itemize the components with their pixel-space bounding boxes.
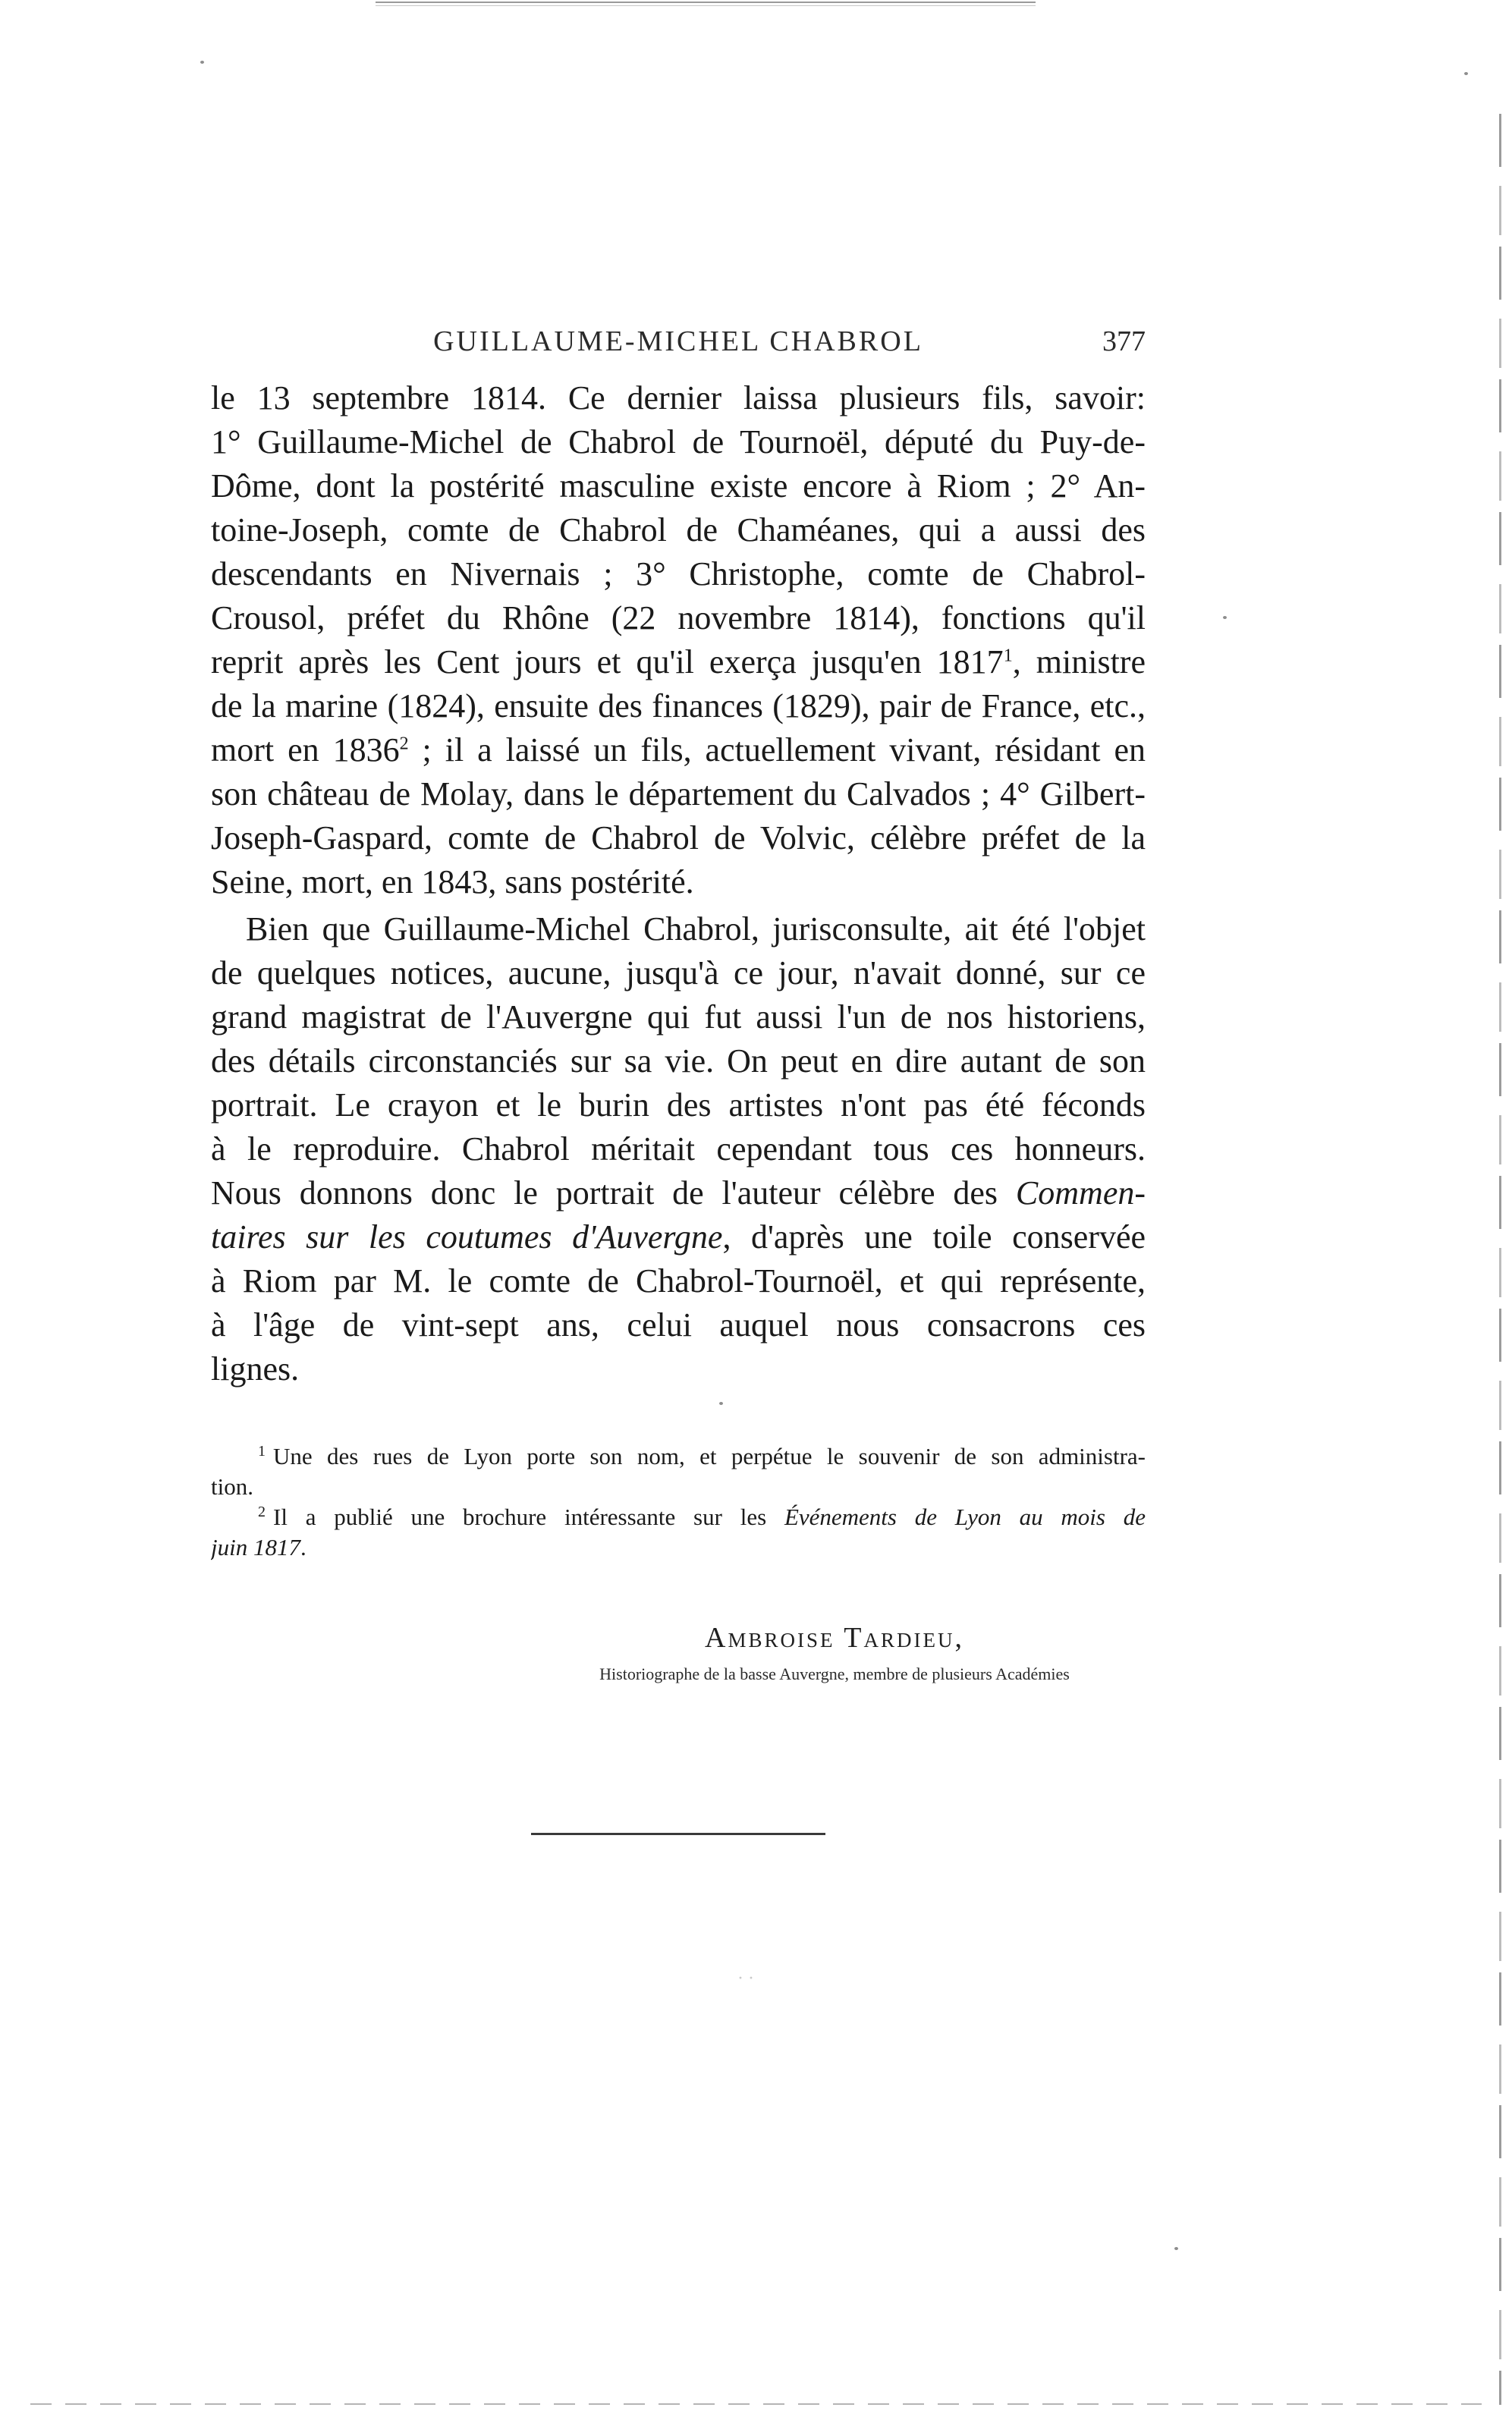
scan-speck (1174, 2247, 1178, 2250)
text-line: Joseph-Gaspard, comte de Chabrol de Volvic, célèbre préfet de la (211, 819, 1146, 856)
text-segment: , d'après une toile conservée (722, 1218, 1146, 1256)
footnote-italic: Événements de Lyon au mois de (784, 1504, 1146, 1530)
text-line: des détails circonstanciés sur sa vie. On peut en dire autant de son (211, 1042, 1146, 1080)
text-line: portrait. Le crayon et le burin des artistes n'ont pas été féconds (211, 1086, 1146, 1124)
paragraph-2 (211, 907, 1146, 1391)
footnote-1-cont: tion. (211, 1473, 253, 1500)
text-line: grand magistrat de l'Auvergne qui fut aussi l'un de nos historiens, (211, 998, 1146, 1036)
author-name: Ambroise Tardieu, (705, 1622, 964, 1654)
text-line: Bien que Guillaume-Michel Chabrol, jurisconsulte, ait été l'objet (246, 910, 1146, 948)
running-head (211, 325, 1146, 364)
footnote-text: Une des rues de Lyon porte son nom, et perpétue le souvenir de son administra- (273, 1443, 1146, 1469)
text-line: de quelques notices, aucune, jusqu'à ce jour, n'avait donné, sur ce (211, 954, 1146, 992)
footnote-ref-1[interactable]: 1 (1003, 646, 1013, 666)
scan-top-rule (376, 2, 1036, 6)
scan-bottom-dashes (30, 2403, 1482, 2405)
text-line: à le reproduire. Chabrol méritait cependant tous ces honneurs. (211, 1130, 1146, 1168)
footnote-text: . (300, 1534, 306, 1560)
running-title: GUILLAUME-MICHEL CHABROL (433, 325, 923, 357)
text-line: Seine, mort, en 1843, sans postérité. (211, 863, 694, 900)
end-rule (531, 1833, 825, 1835)
book-title-italic: taires sur les coutumes d'Auvergne (211, 1218, 723, 1256)
text-line: le 13 septembre 1814. Ce dernier laissa plusieurs fils, savoir: (211, 379, 1146, 416)
text-line: Crousol, préfet du Rhône (22 novembre 1814), fonctions qu'il (211, 599, 1146, 636)
text-line: toine-Joseph, comte de Chabrol de Chaméanes, qui a aussi des (211, 511, 1146, 548)
page-number: 377 (1102, 325, 1146, 357)
text-line: 1° Guillaume-Michel de Chabrol de Tournoël, député du Puy-de- (211, 423, 1146, 460)
signature-block (523, 1619, 1146, 1687)
text-line: son château de Molay, dans le département du Calvados ; 4° Gilbert- (211, 775, 1146, 812)
text-segment: Nous donnons donc le portrait de l'auteur célèbre des (211, 1174, 998, 1212)
book-title-italic: Commen- (1015, 1174, 1146, 1212)
footnotes (211, 1441, 1146, 1563)
text-line (211, 1215, 1146, 1259)
text-line: à Riom par M. le comte de Chabrol-Tournoël, et qui représente, (211, 1262, 1146, 1300)
text-line: Dôme, dont la postérité masculine existe encore à Riom ; 2° An- (211, 467, 1146, 504)
text-line (211, 640, 1146, 684)
text-segment: mort en 1836 (211, 731, 400, 768)
text-line: à l'âge de vint-sept ans, celui auquel nous consacrons ces (211, 1306, 1146, 1344)
scan-speck (719, 1402, 723, 1405)
text-line: lignes. (211, 1350, 300, 1388)
author-role: Historiographe de la basse Auvergne, membre de plusieurs Académies (599, 1664, 1070, 1683)
scan-faint-mark: · · (737, 1969, 754, 1988)
scan-speck (200, 61, 204, 64)
footnote-2 (211, 1502, 1146, 1532)
footnote-mark: 1 (258, 1442, 266, 1460)
text-segment: , ministre (1012, 643, 1146, 680)
scan-speck (1223, 616, 1227, 619)
text-segment: reprit après les Cent jours et qu'il exerça jusqu'en 1817 (211, 643, 1004, 680)
footnote-ref-2[interactable]: 2 (399, 734, 409, 754)
text-line: de la marine (1824), ensuite des finances (1829), pair de France, etc., (211, 687, 1146, 724)
text-segment: ; il a laissé un fils, actuellement vivant, résidant en (408, 731, 1146, 768)
text-line (211, 728, 1146, 772)
footnote-mark: 2 (258, 1503, 266, 1520)
footnote-text: Il a publié une brochure intéressante sur les (273, 1504, 767, 1530)
body-text (211, 376, 1146, 1391)
scan-right-edge (1499, 114, 1501, 2405)
footnote-1 (211, 1441, 1146, 1472)
text-line: descendants en Nivernais ; 3° Christophe, comte de Chabrol- (211, 555, 1146, 592)
text-line (211, 1171, 1146, 1215)
footnote-italic: juin 1817 (211, 1534, 300, 1560)
scan-speck (1464, 72, 1468, 75)
footnote-2-cont (211, 1532, 1146, 1563)
